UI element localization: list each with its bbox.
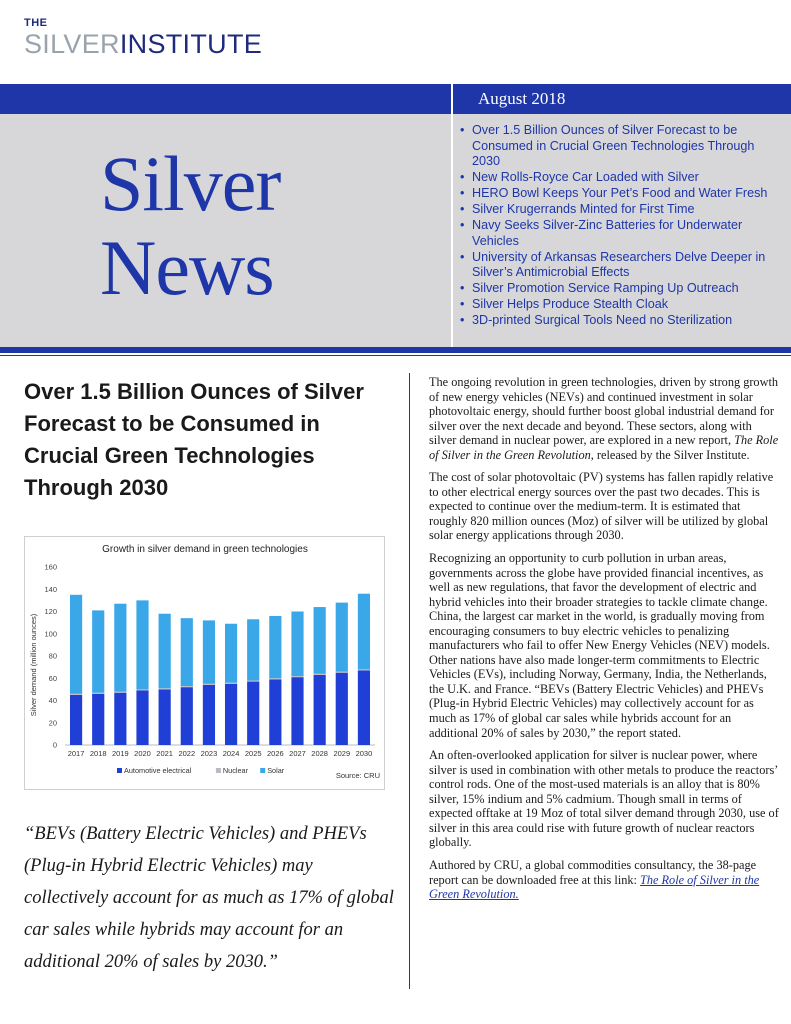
silver-institute-logo [24,18,262,59]
paragraph-text: The ongoing revolution in green technologies, driven by strong growth of new energy vehicles (NEVs) and continued investment in solar photovoltaic energy, should further boost global industrial demand for silver over the next decade and beyond. These sectors, along with silver demand in nuclear power, are explored in a new report, [429,375,779,448]
silver-demand-chart [24,536,385,790]
bar-segment [114,692,126,693]
bar-segment [269,678,281,679]
y-tick-label: 160 [44,562,57,572]
chart-bars [70,594,370,745]
bar-segment [358,669,370,670]
bar-segment [70,694,82,695]
pull-quote: “BEVs (Battery Electric Vehicles) and PHEVs (Plug-in Hybrid Electric Vehicles) may collectively account for as much as 17% of global car sales while hybrids may account for an additional 20% of sales by 2030.” [24,824,394,972]
masthead-divider [451,84,453,347]
x-tick-label: 2025 [244,749,262,758]
legend-label: Automotive electrical [124,766,192,775]
toc-item[interactable]: • New Rolls-Royce Car Loaded with Silver [458,170,783,186]
bar-segment [269,616,281,678]
toc-item[interactable]: • HERO Bowl Keeps Your Pet’s Food and Water Fresh [458,186,783,202]
bar-segment [159,689,171,745]
y-tick-label: 40 [48,696,57,705]
x-tick-label: 2029 [333,749,351,758]
bar-segment [336,673,348,745]
x-tick-label: 2020 [134,749,151,758]
y-tick-label: 100 [44,629,57,639]
x-tick-label: 2030 [355,749,373,758]
bar-segment [358,594,370,670]
column-rule [409,373,410,989]
bar-segment [136,689,148,690]
article-headline: Over 1.5 Billion Ounces of Silver Forecast to be Consumed in Crucial Green Technologies Through 2030 [24,379,364,500]
chart-y-axis-label: Silver demand (million ounces) [29,613,38,717]
bar-segment [247,619,259,680]
x-tick-label: 2028 [311,749,328,758]
chart-canvas [25,537,386,791]
legend-label: Nuclear [222,766,249,775]
bar-segment [203,684,215,685]
x-tick-label: 2027 [289,749,306,758]
bar-segment [181,686,193,687]
bar-segment [181,687,193,745]
bar-segment [203,685,215,745]
bar-segment [70,595,82,694]
y-tick-label: 120 [44,607,57,616]
bar-segment [159,688,171,689]
chart-x-axis [68,749,373,758]
bar-segment [247,680,259,681]
x-tick-label: 2017 [67,749,85,758]
x-tick-label: 2023 [200,749,218,758]
chart-title: Growth in silver demand in green technologies [102,544,308,555]
newsletter-title-line2: News [100,224,274,311]
toc-item[interactable]: • Silver Krugerrands Minted for First Time [458,202,783,218]
logo-silver: SILVER [24,29,120,59]
chart-source: Source: CRU [335,771,380,780]
toc-item[interactable]: • Silver Helps Produce Stealth Cloak [458,297,783,313]
bar-segment [136,600,148,689]
article-paragraph: The cost of solar photovoltaic (PV) systems has fallen rapidly relative to other electrical energy sources over the past two decades. This is expected to continue over the medium-term. It is estimated that roughly 820 million ounces (Moz) of silver will be utilized by global solar energy applications through 2030. [429,470,774,543]
masthead-top-band [0,84,791,114]
bar-segment [114,693,126,745]
x-tick-label: 2019 [112,749,129,758]
bar-segment [314,675,326,745]
bar-segment [291,677,303,745]
bar-segment [225,683,237,684]
newsletter-title-line1: Silver [100,140,281,227]
legend-label: Solar [267,766,285,775]
bar-segment [92,693,104,694]
bar-segment [314,607,326,674]
bar-segment [114,604,126,692]
bar-segment [358,670,370,745]
article-paragraph [429,375,781,462]
bar-segment [136,690,148,745]
bar-segment [92,694,104,745]
bar-segment [92,610,104,692]
report-download-link[interactable]: The Role of Silver in the Green Revolution. [429,872,760,902]
x-tick-label: 2021 [156,749,173,758]
logo-the: THE [24,17,48,29]
bar-segment [181,618,193,686]
bar-segment [336,603,348,672]
newsletter-title [100,142,440,310]
bar-segment [291,612,303,677]
toc-item[interactable]: • Silver Promotion Service Ramping Up Outreach [458,281,783,297]
article-paragraph: An often-overlooked application for silver is nuclear power, where silver is used in combination with other metals to produce the reactors’ control rods. One of the most-used materials is an alloy that is 80% silver, 15% indium and 5% cadmium. Though small in terms of expected offtake at 19 Moz of total silver demand through 2030, use of silver in this area could rise with future growth of nuclear reactors globally. [429,748,779,850]
bar-segment [159,614,171,689]
paragraph-text: Authored by CRU, a global commodities consultancy, the 38-page report can be downloaded free at this link: [429,857,757,887]
bar-segment [247,682,259,745]
y-tick-label: 0 [52,740,57,750]
masthead-bottom-band [0,347,791,353]
article-paragraph: Recognizing an opportunity to curb pollution in urban areas, governments across the globe have provided financial incentives, as well as new regulations, that favor the development of electric and hybrid vehicles into their broader strategies to tackle climate change. China, the largest car market in the world, is gradually moving from encouraging consumers to buy electric vehicles to penalizing manufacturers who fail to offer New Energy Vehicles (NEV) models. Other nations have also made longer-term commitments to Electric Vehicles (EVs), including Norway, Germany, India, the Netherlands, the U.K. and France. “BEVs (Battery Electric Vehicles) and PHEVs (Plug-in Hybrid Electric Vehicles) may collectively account for as much as 17% of global car sales while hybrids account for an additional 20% of sales by 2030,” the report stated. [429,551,770,740]
bar-segment [225,684,237,745]
issue-date: August 2018 [478,89,566,108]
logo-wordmark [24,29,262,59]
x-tick-label: 2024 [222,749,240,758]
masthead-rule [0,355,791,356]
x-tick-label: 2018 [89,749,107,758]
legend-swatch [117,768,122,773]
toc-item[interactable]: • University of Arkansas Researchers Delve Deeper in Silver’s Antimicrobial Effects [458,250,783,281]
bar-segment [291,676,303,677]
article-paragraph [429,858,781,902]
bar-segment [269,679,281,745]
logo-institute: INSTITUTE [119,29,263,59]
x-tick-label: 2026 [267,749,284,758]
bar-segment [70,695,82,745]
bar-segment [336,672,348,673]
y-tick-label: 20 [48,718,57,728]
legend-swatch [260,768,265,773]
chart-legend [117,766,285,775]
bar-segment [314,674,326,675]
x-tick-label: 2022 [178,749,196,758]
table-of-contents [458,123,783,329]
y-tick-label: 60 [48,673,57,683]
report-title: The Role of Silver in the Green Revolution [429,433,779,462]
y-tick-label: 80 [48,651,57,661]
y-tick-label: 140 [44,584,57,594]
bar-segment [225,624,237,683]
article-body [429,375,781,910]
toc-item[interactable]: • Over 1.5 Billion Ounces of Silver Forecast to be Consumed in Crucial Green Technologies Through 2030 [458,123,783,170]
toc-item[interactable]: • 3D-printed Surgical Tools Need no Sterilization [458,313,783,329]
legend-swatch [216,768,221,773]
toc-item[interactable]: • Navy Seeks Silver-Zinc Batteries for Underwater Vehicles [458,218,783,249]
bar-segment [203,620,215,683]
paragraph-text: , released by the Silver Institute. [590,447,750,462]
